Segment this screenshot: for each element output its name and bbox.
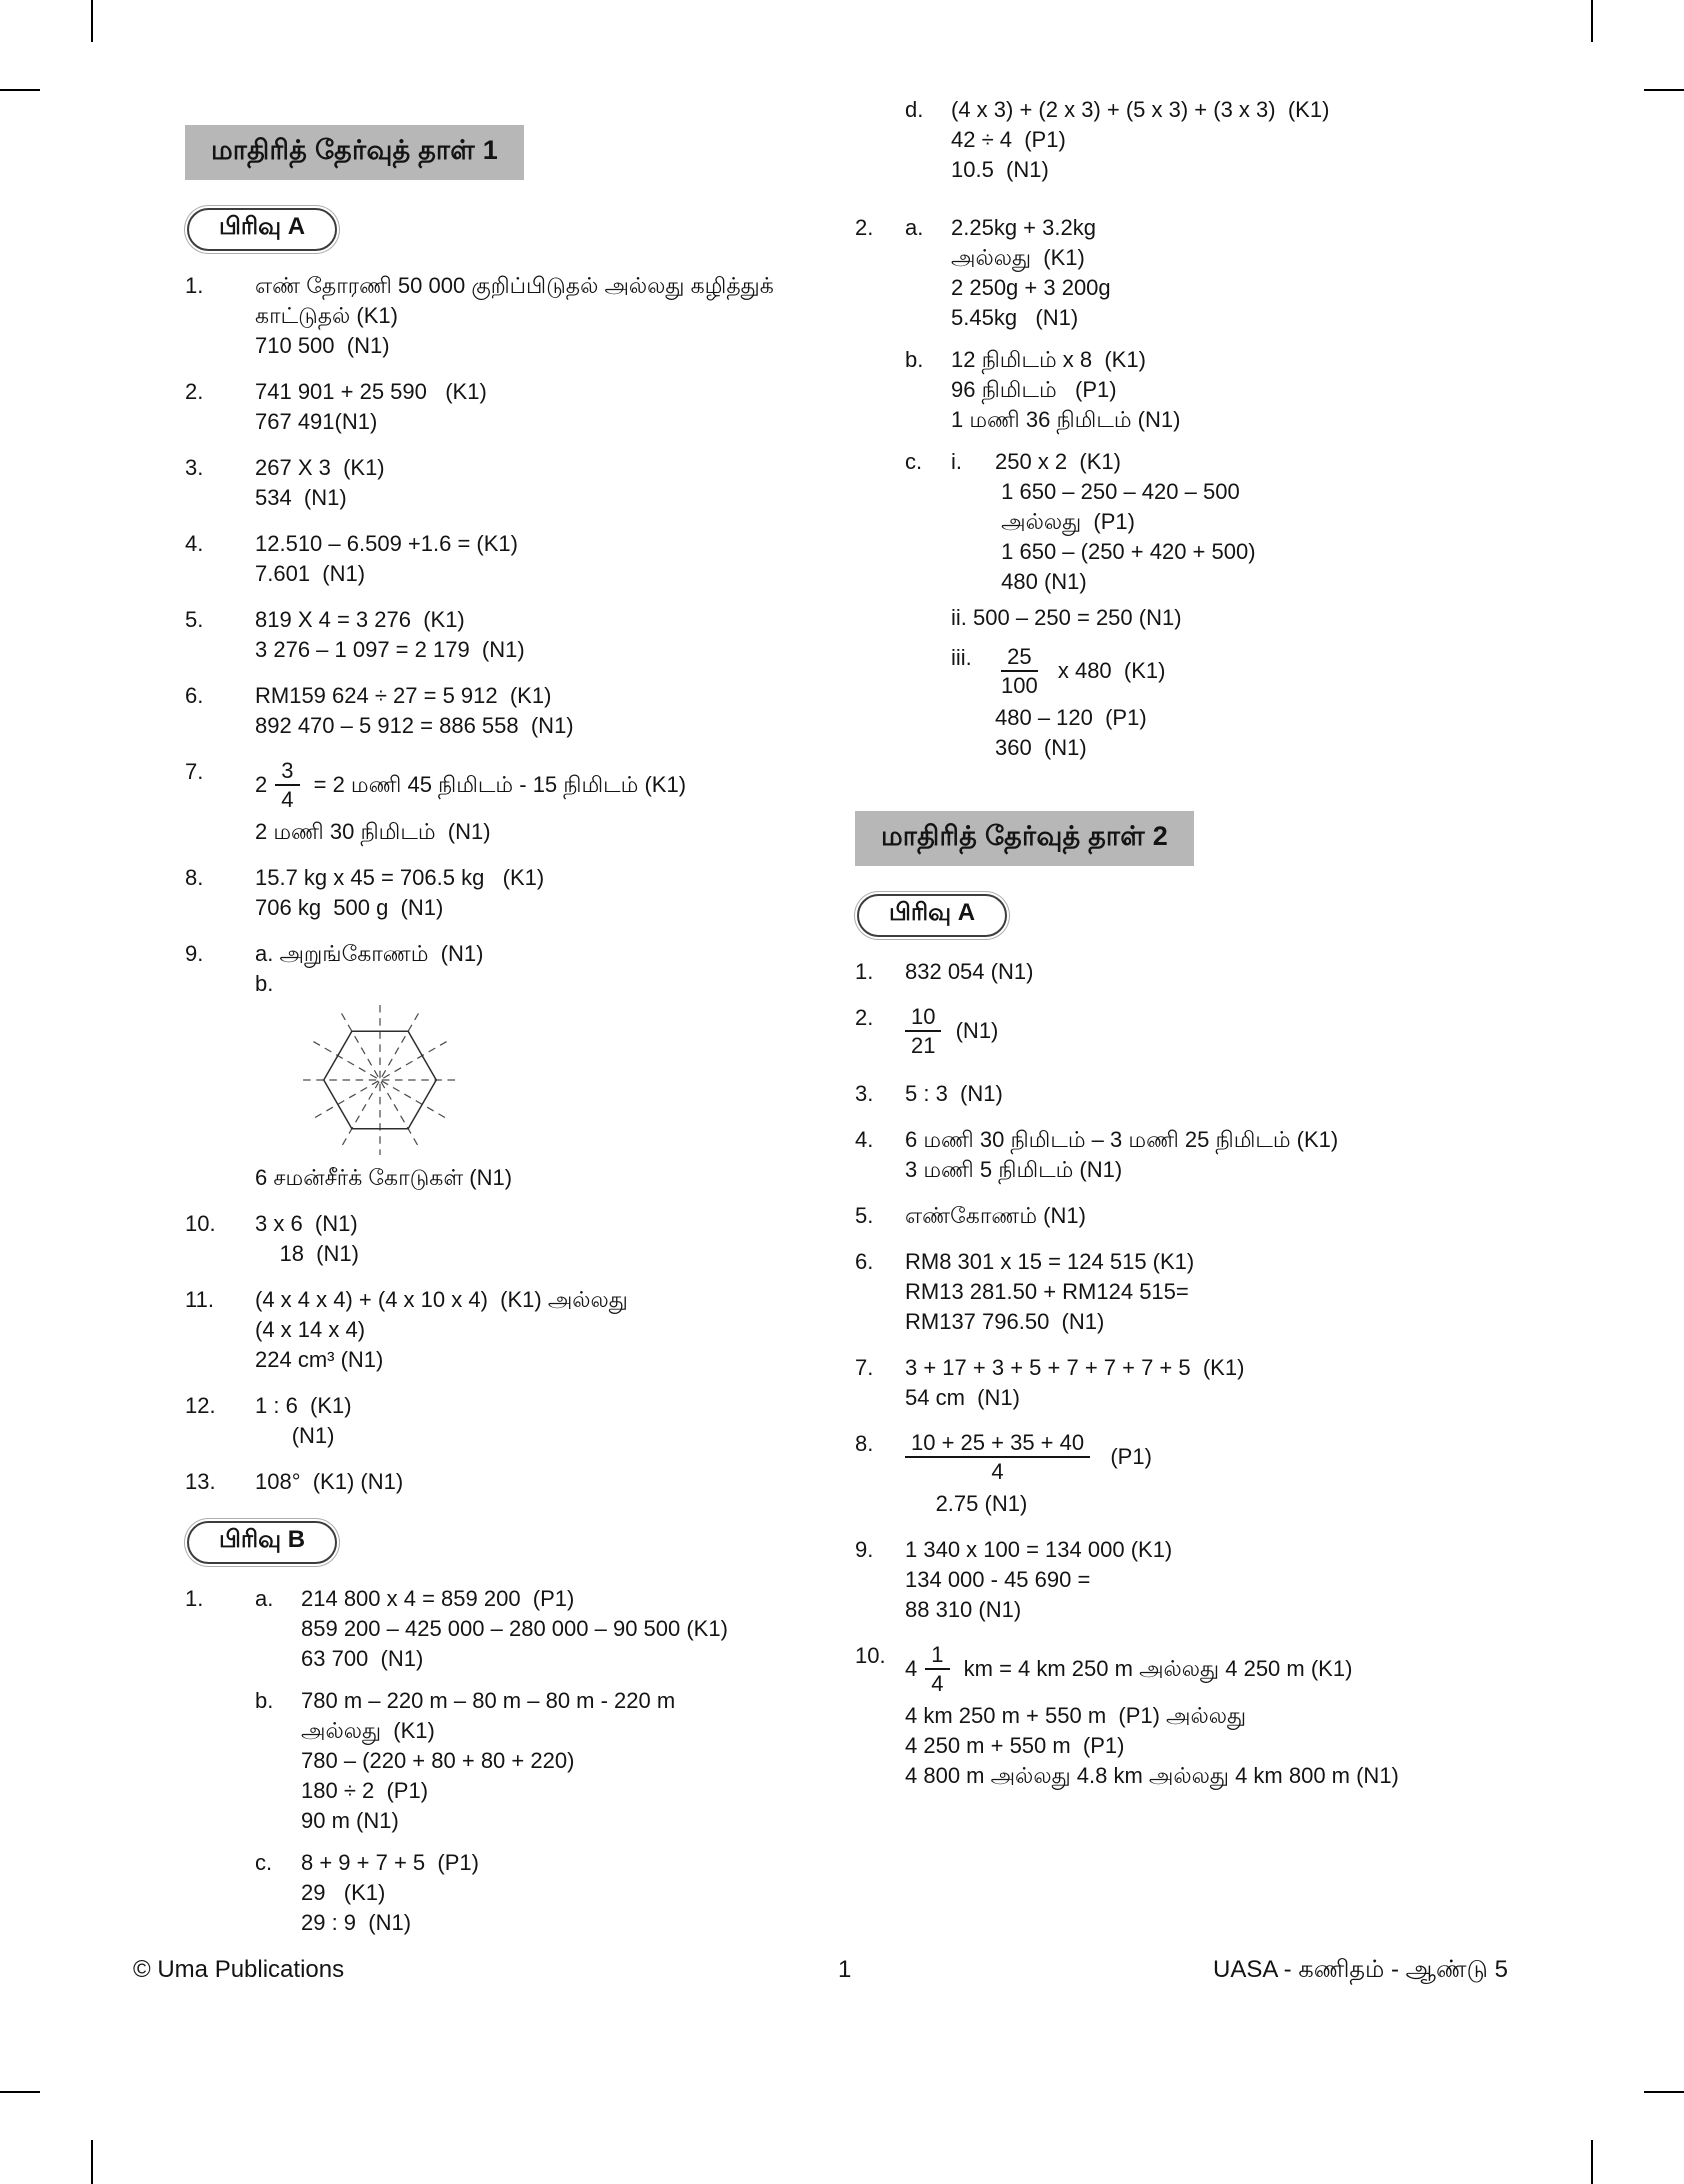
answer-line: 859 200 – 425 000 – 280 000 – 90 500 (K1) — [301, 1616, 728, 1641]
fraction-line — [255, 757, 840, 813]
answer-line: 892 470 – 5 912 = 886 558 (N1) — [255, 713, 574, 738]
answer-item — [855, 957, 1495, 987]
paper2-title: மாதிரித் தேர்வுத் தாள் 2 — [855, 811, 1194, 866]
fraction — [995, 643, 1044, 699]
answer-line: 780 m – 220 m – 80 m – 80 m - 220 m — [301, 1688, 676, 1713]
roman-label: iii. — [951, 645, 972, 670]
answer-lines — [905, 957, 1495, 987]
answer-lines — [905, 1353, 1495, 1413]
fraction-denominator: 100 — [1001, 673, 1038, 698]
answer-line: 90 m (N1) — [301, 1808, 399, 1833]
answer-line: 710 500 (N1) — [255, 333, 390, 358]
item-number: 1. — [185, 273, 204, 298]
answer-item — [185, 939, 840, 1193]
answer-item — [185, 1285, 840, 1375]
fraction-line — [905, 1003, 1495, 1059]
fraction-numerator: 3 — [275, 757, 299, 786]
crop-mark — [91, 2140, 93, 2184]
answer-line: 4 250 m + 550 m (P1) — [905, 1733, 1125, 1758]
left-column — [185, 125, 840, 1966]
answer-line: 4 km 250 m + 550 m (P1) அல்லது — [905, 1703, 1247, 1728]
answer-item — [185, 377, 840, 437]
answer-line: 3 276 – 1 097 = 2 179 (N1) — [255, 637, 525, 662]
answer-lines — [951, 213, 1495, 333]
answer-item — [185, 1467, 840, 1497]
answer-line: அல்லது (P1) — [995, 509, 1135, 534]
answer-item — [855, 1353, 1495, 1413]
item-content — [905, 213, 1495, 787]
answer-line: ii. 500 – 250 = 250 (N1) — [951, 605, 1182, 630]
crop-mark — [0, 2091, 40, 2093]
item-number: 1. — [855, 959, 874, 984]
item-content — [255, 1584, 840, 1950]
answer-line: 3 + 17 + 3 + 5 + 7 + 7 + 7 + 5 (K1) — [905, 1355, 1245, 1380]
fraction — [905, 1003, 941, 1059]
answer-lines — [255, 377, 840, 437]
answer-line: 360 (N1) — [995, 735, 1087, 760]
answer-item — [855, 1641, 1495, 1791]
answer-lines — [255, 271, 840, 361]
answer-lines — [255, 605, 840, 665]
answer-lines — [255, 863, 840, 923]
answer-item — [185, 453, 840, 513]
answer-lines — [951, 95, 1495, 185]
paper2-section-a-badge: பிரிவு A — [857, 894, 1007, 937]
answer-line: 250 x 2 (K1) — [995, 449, 1121, 474]
sub-letter: c. — [905, 449, 923, 474]
equation-text: x 480 (K1) — [1051, 658, 1166, 683]
fraction-denominator: 4 — [991, 1459, 1004, 1484]
answer-line: 4 800 m அல்லது 4.8 km அல்லது 4 km 800 m (N1) — [905, 1763, 1399, 1788]
answer-line: 2.25kg + 3.2kg — [951, 215, 1096, 240]
fraction-denominator: 4 — [281, 787, 294, 812]
equation-text: km = 4 km 250 m அல்லது 4 250 m (K1) — [957, 1656, 1353, 1681]
answer-line: 780 – (220 + 80 + 80 + 220) — [301, 1748, 575, 1773]
answer-line: 29 : 9 (N1) — [301, 1910, 412, 1935]
answer-lines — [905, 1079, 1495, 1109]
item-number: 8. — [855, 1431, 874, 1456]
answer-item — [185, 1391, 840, 1451]
fraction-numerator: 10 + 25 + 35 + 40 — [905, 1429, 1090, 1458]
crop-mark — [1644, 2091, 1684, 2093]
answer-line: அல்லது (K1) — [301, 1718, 435, 1743]
sub-answer — [905, 447, 1495, 775]
answer-item — [185, 1209, 840, 1269]
answer-line: 267 X 3 (K1) — [255, 455, 385, 480]
mixed-number-whole: 2 — [255, 772, 268, 797]
answer-item — [185, 681, 840, 741]
item-number: 7. — [855, 1355, 874, 1380]
answer-lines — [905, 1125, 1495, 1185]
item-number: 1. — [185, 1586, 204, 1611]
answer-item — [855, 1125, 1495, 1185]
answer-line: RM159 624 ÷ 27 = 5 912 (K1) — [255, 683, 552, 708]
answer-lines — [255, 1391, 840, 1451]
answer-lines — [905, 1247, 1495, 1337]
answer-item — [855, 1429, 1495, 1519]
answer-line: 214 800 x 4 = 859 200 (P1) — [301, 1586, 575, 1611]
item-content — [905, 95, 1495, 197]
answer-line: 819 X 4 = 3 276 (K1) — [255, 607, 465, 632]
paper1-section-b-badge: பிரிவு B — [187, 1521, 337, 1564]
answer-line: 18 (N1) — [255, 1241, 359, 1266]
answer-line: 2.75 (N1) — [905, 1491, 1028, 1516]
answer-line: 224 cm³ (N1) — [255, 1347, 384, 1372]
fraction-numerator: 10 — [905, 1003, 941, 1032]
fraction-denominator: 21 — [911, 1033, 936, 1058]
answer-line: (4 x 3) + (2 x 3) + (5 x 3) + (3 x 3) (K1) — [951, 97, 1330, 122]
equation-text: (N1) — [949, 1018, 999, 1043]
answer-lines — [255, 1467, 840, 1497]
fraction-line — [905, 1429, 1495, 1485]
answer-line: (N1) — [255, 1423, 335, 1448]
fraction-line — [995, 643, 1495, 699]
answer-lines — [301, 1848, 840, 1938]
answer-item — [855, 213, 1495, 787]
fraction-line — [905, 1641, 1495, 1697]
answer-line: 3 மணி 5 நிமிடம் (N1) — [905, 1157, 1123, 1182]
roman-label: i. — [951, 449, 962, 474]
answer-line: 2 மணி 30 நிமிடம் (N1) — [255, 819, 491, 844]
answer-lines — [255, 529, 840, 589]
fraction-numerator: 25 — [1001, 643, 1037, 672]
answer-line: 1 650 – (250 + 420 + 500) — [995, 539, 1256, 564]
answer-line: 134 000 - 45 690 = — [905, 1567, 1091, 1592]
item-number: 12. — [185, 1393, 216, 1418]
fraction — [275, 757, 299, 813]
answer-line: 15.7 kg x 45 = 706.5 kg (K1) — [255, 865, 545, 890]
sub-answer — [905, 213, 1495, 333]
crop-mark — [91, 0, 93, 42]
item-number: 5. — [185, 607, 204, 632]
sub-letter: b. — [905, 347, 924, 372]
answer-line: 10.5 (N1) — [951, 157, 1049, 182]
crop-mark — [1591, 2140, 1593, 2184]
answer-line: 741 901 + 25 590 (K1) — [255, 379, 487, 404]
answer-item — [855, 1003, 1495, 1063]
right-column — [855, 95, 1495, 1807]
item-number: 2. — [185, 379, 204, 404]
answer-line: 706 kg 500 g (N1) — [255, 895, 444, 920]
answer-lines — [905, 1535, 1495, 1625]
answer-line: 832 054 (N1) — [905, 959, 1034, 984]
item-number: 3. — [855, 1081, 874, 1106]
answer-item — [855, 1535, 1495, 1625]
fraction-denominator: 4 — [931, 1671, 944, 1696]
paper1-title: மாதிரித் தேர்வுத் தாள் 1 — [185, 125, 524, 180]
item-content — [905, 1429, 1495, 1519]
answer-line: 29 (K1) — [301, 1880, 386, 1905]
answer-item — [185, 863, 840, 923]
book-title: UASA - கணிதம் - ஆண்டு 5 — [1212, 1956, 1508, 1983]
answer-lines — [255, 817, 840, 847]
figure-caption: 6 சமன்சீர்க் கோடுகள் (N1) — [255, 1165, 513, 1190]
sub-answer — [905, 95, 1495, 185]
answer-line: 5 : 3 (N1) — [905, 1081, 1003, 1106]
sub-letter: d. — [905, 97, 924, 122]
answer-lines — [301, 1686, 840, 1836]
sub-answer — [255, 1686, 840, 1836]
mixed-number-whole: 4 — [905, 1656, 918, 1681]
sub-answer — [255, 1848, 840, 1938]
answer-line: (4 x 14 x 4) — [255, 1317, 366, 1342]
answer-lines — [301, 1584, 840, 1674]
crop-mark — [1644, 89, 1684, 91]
answer-line: 7.601 (N1) — [255, 561, 366, 586]
answer-line: 2 250g + 3 200g — [951, 275, 1111, 300]
item-content — [255, 757, 840, 847]
roman-sub-answer — [951, 447, 1495, 597]
answer-line: (4 x 4 x 4) + (4 x 10 x 4) (K1) அல்லது — [255, 1287, 628, 1312]
hexagon-symmetry-figure — [285, 1005, 475, 1155]
answer-line: 108° (K1) (N1) — [255, 1469, 404, 1494]
item-number: 10. — [855, 1643, 886, 1668]
sub-answer — [255, 1584, 840, 1674]
sub-letter: b. — [255, 1688, 274, 1713]
sub-letter: c. — [255, 1850, 273, 1875]
answer-line: எண்கோணம் (N1) — [905, 1203, 1086, 1228]
answer-line: RM137 796.50 (N1) — [905, 1309, 1105, 1334]
sub-answer — [905, 345, 1495, 435]
answer-line: 96 நிமிடம் (P1) — [951, 377, 1117, 402]
answer-line: b. — [255, 971, 274, 996]
answer-line: 42 ÷ 4 (P1) — [951, 127, 1066, 152]
answer-line: 3 x 6 (N1) — [255, 1211, 358, 1236]
answer-item — [855, 1201, 1495, 1231]
answer-item — [855, 1079, 1495, 1109]
answer-lines — [905, 1201, 1495, 1231]
answer-line: 12 நிமிடம் x 8 (K1) — [951, 347, 1146, 372]
publisher-credit: © Uma Publications — [133, 1956, 345, 1983]
answer-line: RM8 301 x 15 = 124 515 (K1) — [905, 1249, 1195, 1274]
item-number: 2. — [855, 215, 874, 240]
answer-lines — [995, 703, 1495, 763]
answer-item — [185, 529, 840, 589]
answer-line: அல்லது (K1) — [951, 245, 1085, 270]
answer-line: 1 340 x 100 = 134 000 (K1) — [905, 1537, 1173, 1562]
sub-letter: a. — [905, 215, 924, 240]
answer-line: 8 + 9 + 7 + 5 (P1) — [301, 1850, 479, 1875]
answer-item — [185, 757, 840, 847]
answer-item — [855, 95, 1495, 197]
item-content — [905, 1641, 1495, 1791]
answer-lines — [905, 1701, 1495, 1791]
item-number: 3. — [185, 455, 204, 480]
item-content — [255, 939, 840, 1193]
answer-lines — [255, 453, 840, 513]
crop-mark — [1591, 0, 1593, 42]
answer-line: 12.510 – 6.509 +1.6 = (K1) — [255, 531, 518, 556]
item-number: 2. — [855, 1005, 874, 1030]
fraction-numerator: 1 — [925, 1641, 949, 1670]
item-number: 9. — [855, 1537, 874, 1562]
answer-line: 5.45kg (N1) — [951, 305, 1079, 330]
equation-text: = 2 மணி 45 நிமிடம் - 15 நிமிடம் (K1) — [307, 772, 687, 797]
answer-line: காட்டுதல் (K1) — [255, 303, 398, 328]
item-number: 6. — [185, 683, 204, 708]
answer-line: 180 ÷ 2 (P1) — [301, 1778, 429, 1803]
answer-item — [185, 1584, 840, 1950]
answer-item — [185, 271, 840, 361]
item-number: 8. — [185, 865, 204, 890]
answer-line: 480 (N1) — [995, 569, 1087, 594]
item-number: 5. — [855, 1203, 874, 1228]
answer-line: 54 cm (N1) — [905, 1385, 1020, 1410]
item-number: 13. — [185, 1469, 216, 1494]
sub-letter: a. — [255, 1586, 274, 1611]
item-number: 7. — [185, 759, 204, 784]
answer-lines — [905, 1489, 1495, 1519]
answer-line: 6 மணி 30 நிமிடம் – 3 மணி 25 நிமிடம் (K1) — [905, 1127, 1339, 1152]
answer-line: 88 310 (N1) — [905, 1597, 1022, 1622]
item-number: 10. — [185, 1211, 216, 1236]
item-number: 4. — [185, 531, 204, 556]
item-number: 9. — [185, 941, 204, 966]
crop-mark — [0, 89, 40, 91]
answer-lines — [995, 447, 1495, 597]
item-content — [951, 447, 1495, 775]
roman-sub-answer — [951, 643, 1495, 763]
answer-line: 1 மணி 36 நிமிடம் (N1) — [951, 407, 1181, 432]
answer-line: 1 650 – 250 – 420 – 500 — [995, 479, 1240, 504]
item-number: 4. — [855, 1127, 874, 1152]
page-number: 1 — [838, 1956, 852, 1983]
paper1-section-a-badge: பிரிவு A — [187, 208, 337, 251]
answer-item — [185, 605, 840, 665]
fraction — [925, 1641, 949, 1697]
item-number: 6. — [855, 1249, 874, 1274]
answer-line: a. அறுங்கோணம் (N1) — [255, 941, 484, 966]
answer-line: 1 : 6 (K1) — [255, 1393, 352, 1418]
item-content — [905, 1003, 1495, 1063]
answer-lines — [255, 681, 840, 741]
answer-line: எண் தோரணி 50 000 குறிப்பிடுதல் அல்லது கழித்துக் — [255, 273, 774, 298]
answer-line: 63 700 (N1) — [301, 1646, 424, 1671]
answer-lines — [951, 345, 1495, 435]
answer-lines — [255, 1209, 840, 1269]
fraction — [905, 1429, 1090, 1485]
item-number — [855, 95, 905, 197]
equation-text: (P1) — [1098, 1444, 1152, 1469]
answer-item — [855, 1247, 1495, 1337]
answer-line: 480 – 120 (P1) — [995, 705, 1147, 730]
answer-line: 534 (N1) — [255, 485, 347, 510]
answer-line: 767 491(N1) — [255, 409, 378, 434]
item-content — [995, 643, 1495, 763]
answer-line: RM13 281.50 + RM124 515= — [905, 1279, 1189, 1304]
answer-lines — [255, 1285, 840, 1375]
item-number: 11. — [185, 1287, 214, 1312]
